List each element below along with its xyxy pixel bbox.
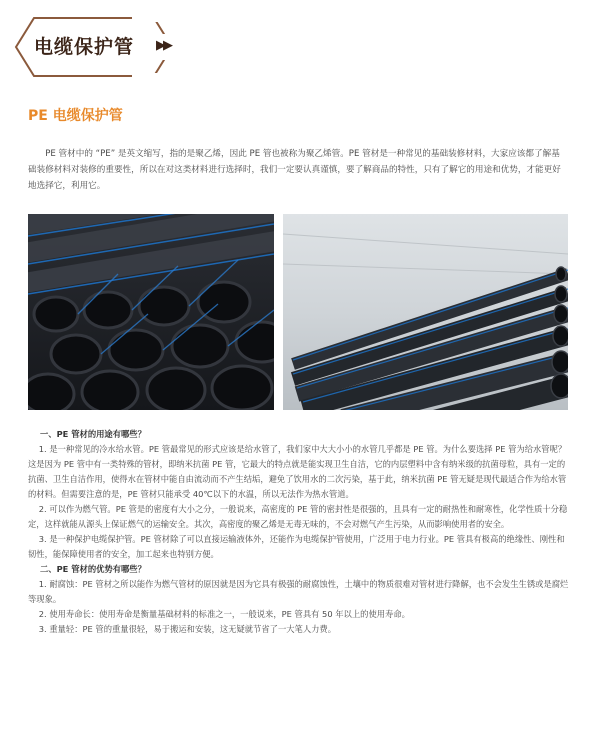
- paragraph-water-pipe: 1. 是一种常见的冷水给水管。PE 管最常见的形式应该是给水管了，我们家中大大小小的水管几乎都是 PE 管。为什么要选择 PE 管为给水管呢？这是因为 PE 管中有一类特殊的管材，即纳米抗菌 PE 管，它最大的特点就是能实现卫生自洁，它的内层塑料中含有纳米级的抗菌母粒，具有一定的抗菌、卫生自洁作用，使得水在管材中能自由流动而不产生结垢，避免了饮用水的二次污染，基于此，纳米抗菌 PE 管无疑是现代最适合作为给水管的材料。但需要注意的是，PE 管材只能承受 40℃以下的水温，所以无法作为热水管道。: [28, 444, 567, 499]
- double-arrow-icon: ▶▶: [156, 38, 170, 53]
- pe-pipe-photo-warehouse: [283, 214, 568, 410]
- page-header: [0, 0, 595, 90]
- paragraph-service-life: 2. 使用寿命长：使用寿命是衡量基础材料的标准之一，一般说来，PE 管具有 50 年以上的使用寿命。: [38, 609, 410, 619]
- article-content: [28, 427, 570, 637]
- pe-pipe-photo-closeup: [28, 214, 274, 410]
- section-title: PE 电缆保护管: [28, 108, 123, 124]
- header-title: 电缆保护管: [34, 36, 135, 58]
- question-heading-uses: 一、PE 管材的用途有哪些？: [40, 429, 146, 439]
- intro-paragraph: PE 管材中的 “PE” 是英文缩写，指的是聚乙烯，因此 PE 管也被称为聚乙烯管。PE 管材是一种常见的基础装修材料，大家应该都了解基础装修材料对装修的重要性，所以在对这类材料进行选择时，我们一定要认真谨慎，要了解商品的特性，只有了解它的用途和优势，才能更好地选择它，利用它。: [28, 149, 561, 191]
- paragraph-light-weight: 3. 重量轻：PE 管的重量很轻，易于搬运和安装，这无疑就节省了一大笔人力费。: [38, 624, 337, 634]
- paragraph-cable-protection: 3. 是一种保护电缆保护管。PE 管材除了可以直接运输液体外，还能作为电缆保护管使用，广泛用于电力行业。PE 管具有极高的绝缘性、刚性和韧性，能保障使用者的安全，加工起来也特别方便。: [28, 534, 565, 559]
- question-heading-advantages: 二、PE 管材的优势有哪些？: [40, 564, 146, 574]
- paragraph-gas-pipe: 2. 可以作为燃气管。PE 管是的密度有大小之分，一般说来，高密度的 PE 管的密封性是很强的，且具有一定的耐热性和耐寒性，化学性质十分稳定，这样就能从源头上保证燃气的运输安全。其次，高密度的聚乙烯是无毒无味的，不会对燃气产生污染，从而影响使用者的安全。: [28, 504, 568, 529]
- paragraph-corrosion-resistance: 1. 耐腐蚀：PE 管材之所以能作为燃气管材的原因就是因为它具有极强的耐腐蚀性，土壤中的物质很难对管材进行降解，也不会发生生锈或是腐烂等现象。: [28, 579, 569, 604]
